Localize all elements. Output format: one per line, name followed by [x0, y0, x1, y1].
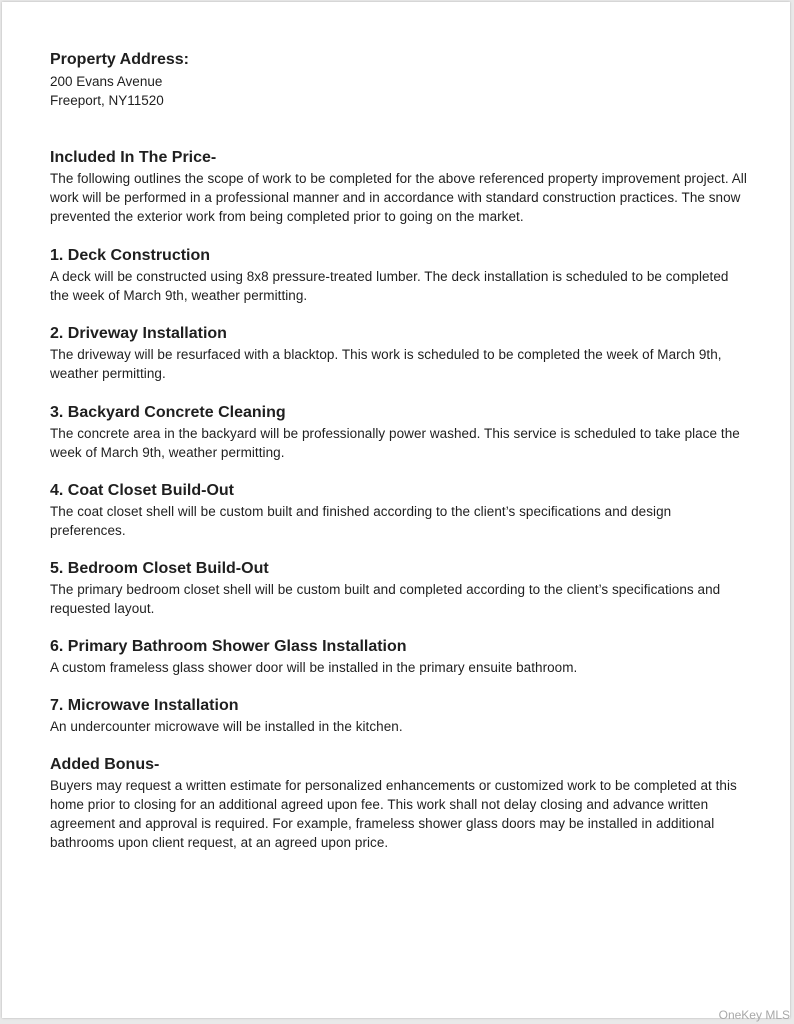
section-coat-closet	[50, 481, 750, 540]
watermark-text: OneKey MLS	[718, 1008, 790, 1022]
property-address-heading: Property Address:	[50, 51, 189, 68]
section-body: The coat closet shell will be custom built and finished according to the client’s specifications and design preferences.	[50, 504, 672, 538]
section-heading: 2. Driveway Installation	[50, 325, 227, 342]
section-body: A custom frameless glass shower door will be installed in the primary ensuite bathroom.	[50, 660, 578, 675]
section-microwave-installation	[50, 696, 750, 736]
section-heading: Included In The Price-	[50, 149, 217, 166]
section-shower-glass	[50, 637, 750, 677]
section-heading: 1. Deck Construction	[50, 247, 211, 264]
section-body: The concrete area in the backyard will be professionally power washed. This service is scheduled to take place the week of March 9th, weather permitting.	[50, 426, 740, 460]
section-heading: 7. Microwave Installation	[50, 697, 239, 714]
document-content	[50, 50, 750, 852]
section-body: A deck will be constructed using 8x8 pressure-treated lumber. The deck installation is scheduled to be completed the week of March 9th, weather permitting.	[50, 269, 729, 303]
section-body: The driveway will be resurfaced with a blacktop. This work is scheduled to be completed the week of March 9th, weather permitting.	[50, 347, 722, 381]
document-page	[2, 2, 790, 1018]
section-heading: 5. Bedroom Closet Build-Out	[50, 560, 269, 577]
section-heading: 6. Primary Bathroom Shower Glass Installation	[50, 638, 407, 655]
section-body: The primary bedroom closet shell will be custom built and completed according to the client’s specifications and requested layout.	[50, 582, 721, 616]
section-bedroom-closet	[50, 559, 750, 618]
property-address-block	[50, 50, 750, 110]
section-driveway-installation	[50, 324, 750, 383]
section-backyard-concrete-cleaning	[50, 403, 750, 462]
address-city: Freeport, NY11520	[50, 93, 164, 108]
section-included-in-price	[50, 148, 750, 226]
section-body: The following outlines the scope of work to be completed for the above referenced property improvement project. All work will be performed in a professional manner and in accordance with standard construction practices. The snow prevented the exterior work from being completed prior to going on the market.	[50, 171, 747, 224]
section-body: Buyers may request a written estimate for personalized enhancements or customized work to be completed at this home prior to closing for an additional agreed upon fee. This work shall not delay closing and advance written agreement and approval is required. For example, frameless shower glass doors may be installed in additional bathrooms upon client request, at an agreed upon price.	[50, 778, 737, 850]
section-heading: Added Bonus-	[50, 756, 160, 773]
section-heading: 4. Coat Closet Build-Out	[50, 482, 234, 499]
section-heading: 3. Backyard Concrete Cleaning	[50, 404, 286, 421]
section-deck-construction	[50, 246, 750, 305]
section-added-bonus	[50, 755, 750, 852]
address-street: 200 Evans Avenue	[50, 74, 163, 89]
section-body: An undercounter microwave will be installed in the kitchen.	[50, 719, 403, 734]
